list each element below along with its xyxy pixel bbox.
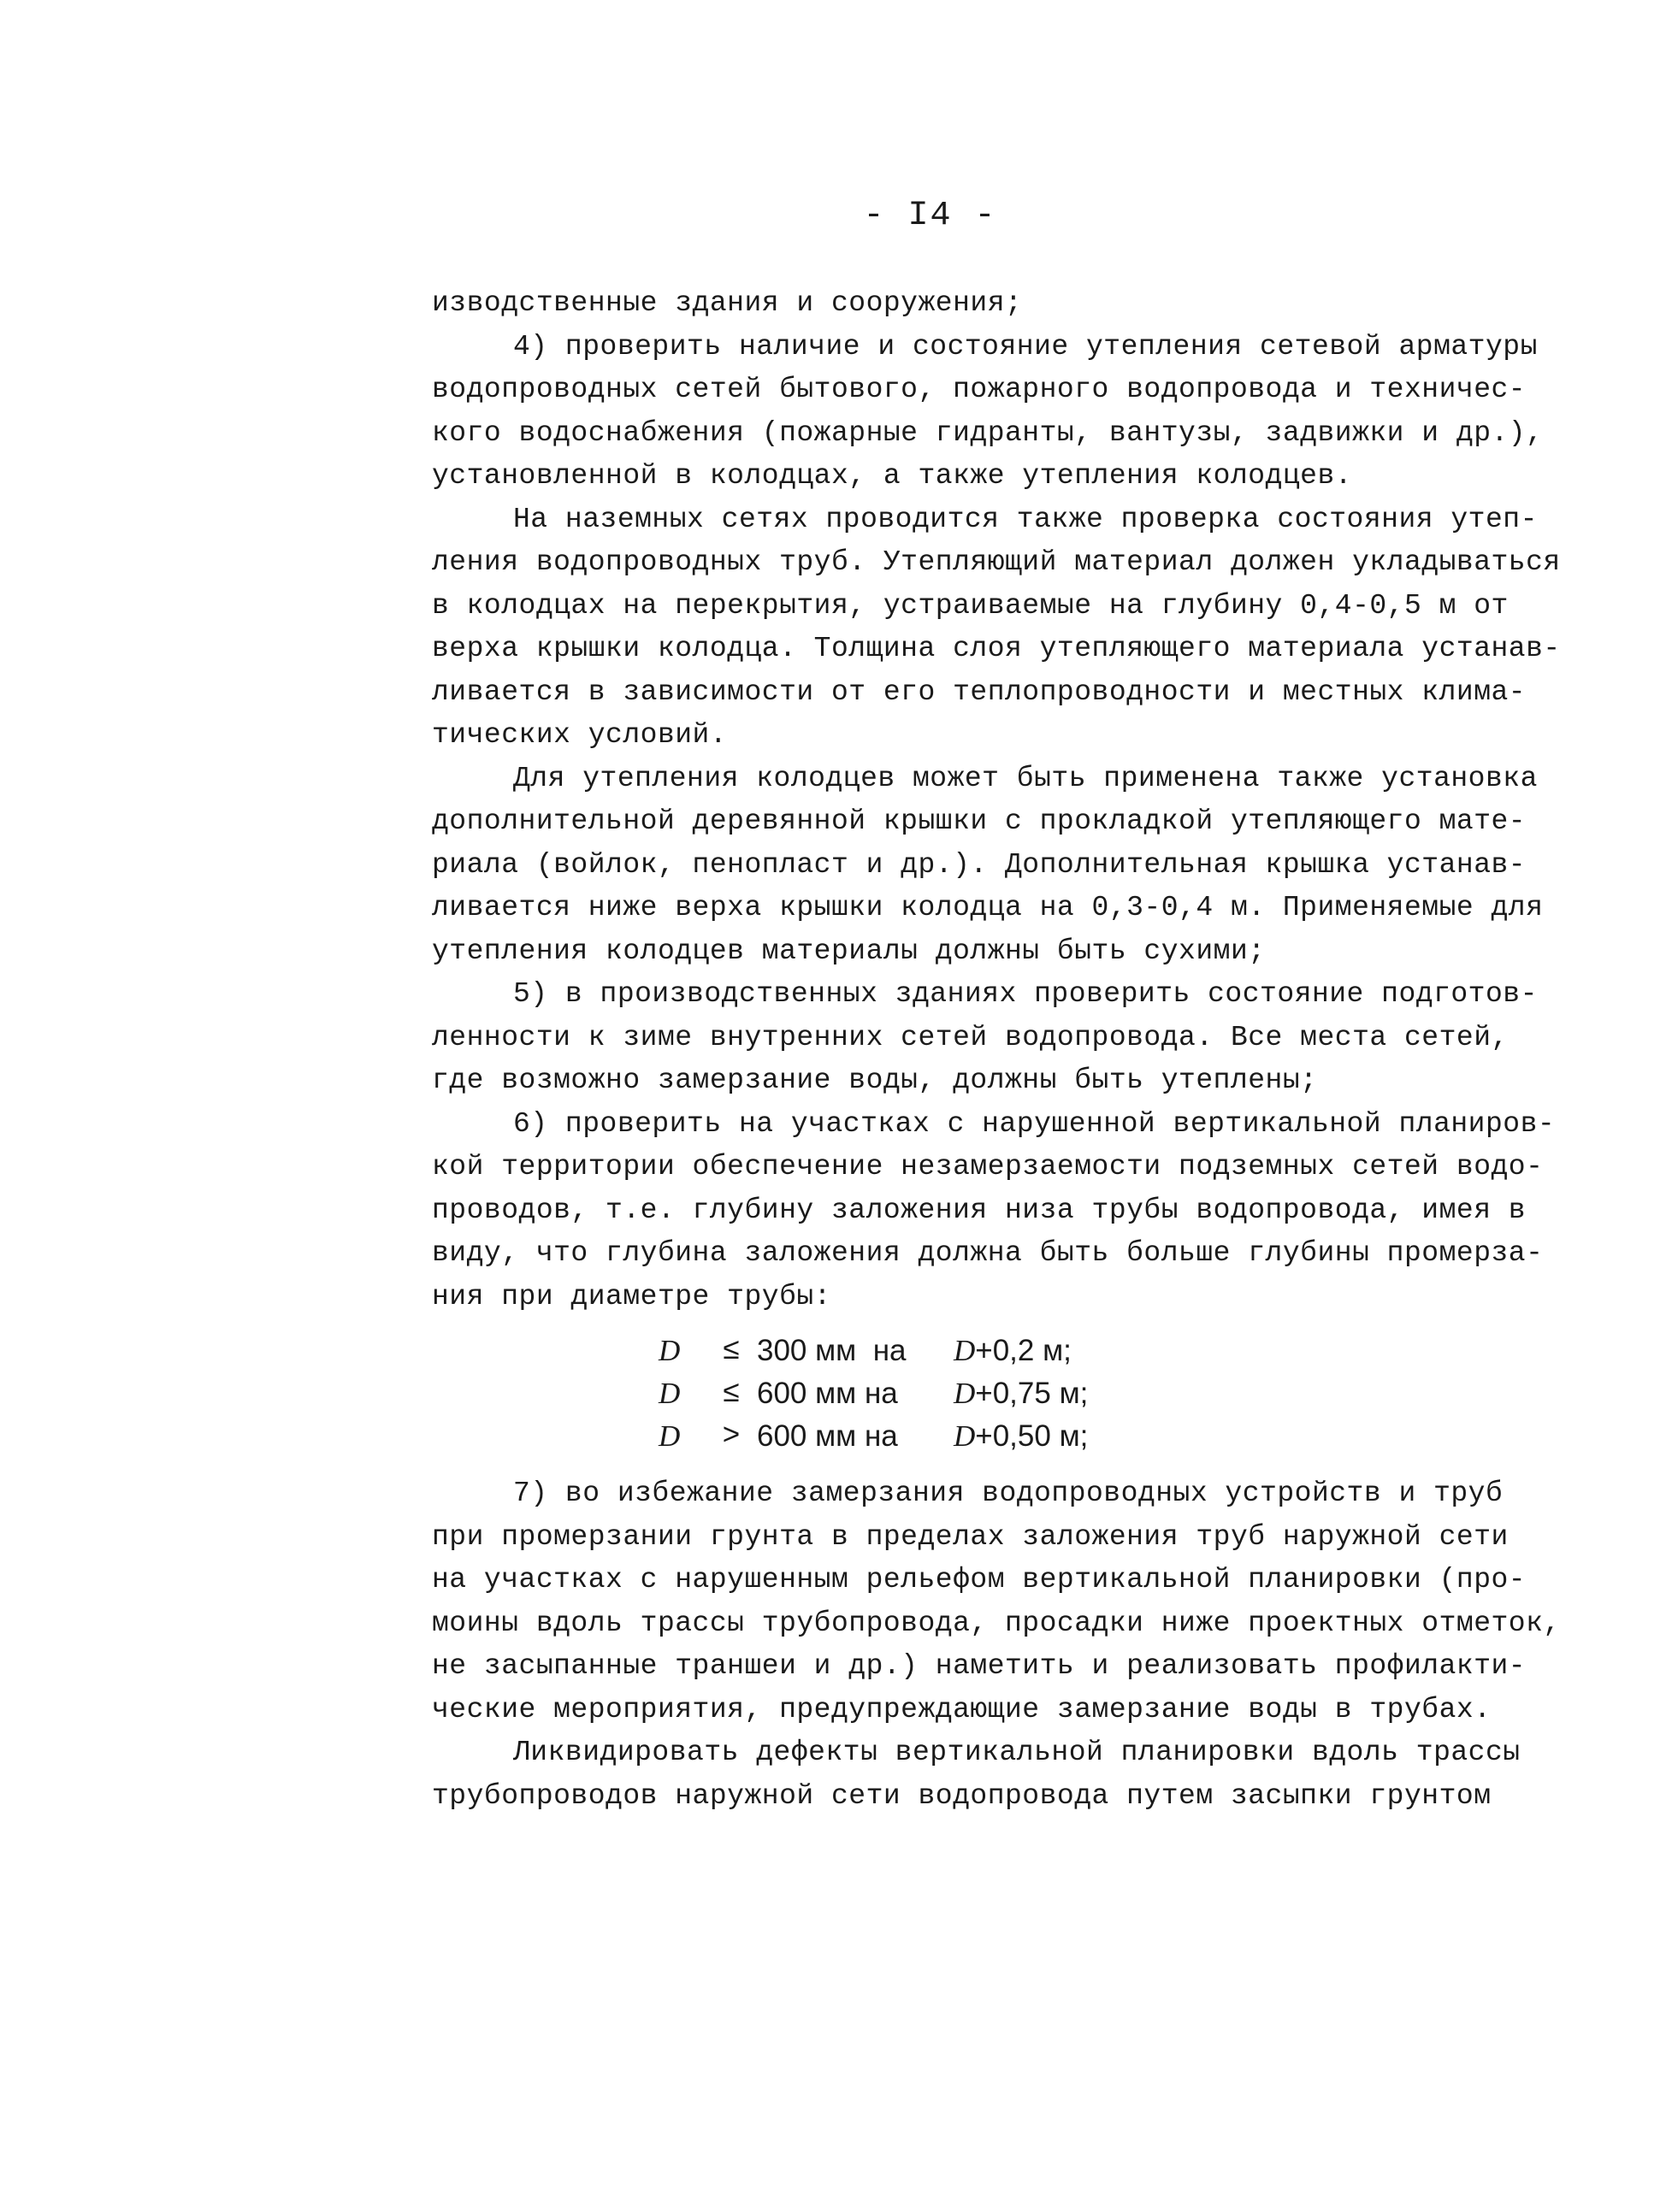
formula-operator: > [722, 1419, 741, 1454]
text-line: не засыпанные траншеи и др.) наметить и реализовать профилакти- [432, 1650, 1527, 1682]
text-line: 4) проверить наличие и состояние утепления сетевой арматуры [513, 330, 1538, 363]
formula-result [954, 1372, 1088, 1415]
text-line: проводов, т.е. глубину заложения низа трубы водопровода, имея в [432, 1194, 1527, 1226]
text-line: тических условий. [432, 719, 728, 751]
text-line: утепления колодцев материалы должны быть сухими; [432, 935, 1266, 967]
page-number: - I4 - [863, 197, 997, 235]
formula-value: 300 мм на [757, 1334, 907, 1367]
text-line: 5) в производственных зданиях проверить состояние подготов- [513, 978, 1538, 1010]
text-line: риала (войлок, пенопласт и др.). Дополнительная крышка устанав- [432, 848, 1527, 881]
body-text-continued [432, 1472, 1561, 1818]
text-line: ливается в зависимости от его теплопроводности и местных клима- [432, 675, 1527, 708]
text-line: в колодцах на перекрытия, устраиваемые на глубину 0,4-0,5 м от [432, 589, 1509, 622]
text-line: при промерзании грунта в пределах заложения труб наружной сети [432, 1520, 1509, 1553]
text-line: трубопроводов наружной сети водопровода путем засыпки грунтом [432, 1779, 1492, 1812]
text-line: 6) проверить на участках с нарушенной вертикальной планиров- [513, 1107, 1556, 1140]
formula-result-symbol: D [954, 1334, 976, 1367]
text-line: кого водоснабжения (пожарные гидранты, вантузы, задвижки и др.), [432, 416, 1544, 449]
formula-operator: ≤ [722, 1377, 741, 1411]
text-line: Для утепления колодцев может быть применена также установка [513, 762, 1538, 794]
text-line: моины вдоль трассы трубопровода, просадки ниже проектных отметок, [432, 1607, 1561, 1639]
formula-result [954, 1415, 1088, 1458]
text-line: ления водопроводных труб. Утепляющий материал должен укладываться [432, 546, 1561, 578]
formula-result-symbol: D [954, 1377, 976, 1410]
formula-diameter-symbol: D [659, 1334, 681, 1367]
formula-value: 600 мм на [757, 1377, 898, 1410]
formula-result-value: +0,2 м; [975, 1334, 1072, 1367]
formula-row [659, 1372, 1088, 1415]
text-line: изводственные здания и сооружения; [432, 287, 1023, 319]
formula-row [659, 1330, 1088, 1372]
formula-diameter-symbol: D [659, 1377, 681, 1410]
text-line: виду, что глубина заложения должна быть больше глубины промерза- [432, 1237, 1544, 1269]
text-line: где возможно замерзание воды, должны быть утеплены; [432, 1065, 1318, 1096]
text-line: На наземных сетях проводится также проверка состояния утеп- [513, 503, 1538, 535]
text-line: дополнительной деревянной крышки с прокладкой утепляющего мате- [432, 805, 1527, 837]
formula-result-value: +0,50 м; [975, 1419, 1089, 1453]
formula-result-value: +0,75 м; [975, 1377, 1089, 1410]
text-line: кой территории обеспечение незамерзаемости подземных сетей водо- [432, 1151, 1544, 1183]
formula-result-symbol: D [954, 1419, 976, 1453]
formula-operator: ≤ [722, 1334, 741, 1368]
text-line: ленности к зиме внутренних сетей водопровода. Все места сетей, [432, 1021, 1509, 1053]
text-line: ческие мероприятия, предупреждающие замерзание воды в трубах. [432, 1693, 1492, 1725]
depth-formulas [659, 1330, 1088, 1458]
formula-value: 600 мм на [757, 1419, 898, 1453]
text-line: водопроводных сетей бытового, пожарного водопровода и техничес- [432, 374, 1527, 405]
text-line: верха крышки колодца. Толщина слоя утепляющего материала устанав- [432, 633, 1561, 664]
body-text [432, 282, 1561, 1318]
formula-diameter-symbol: D [659, 1419, 681, 1453]
text-line: установленной в колодцах, а также утепления колодцев. [432, 460, 1353, 492]
formula-result [954, 1330, 1072, 1372]
text-line: 7) во избежание замерзания водопроводных устройств и труб [513, 1478, 1504, 1509]
text-line: Ликвидировать дефекты вертикальной планировки вдоль трассы [513, 1737, 1521, 1768]
text-line: ния при диаметре трубы: [432, 1280, 831, 1312]
formula-row [659, 1415, 1088, 1458]
text-line: на участках с нарушенным рельефом вертикальной планировки (про- [432, 1564, 1527, 1596]
text-line: ливается ниже верха крышки колодца на 0,3-0,4 м. Применяемые для [432, 892, 1544, 923]
